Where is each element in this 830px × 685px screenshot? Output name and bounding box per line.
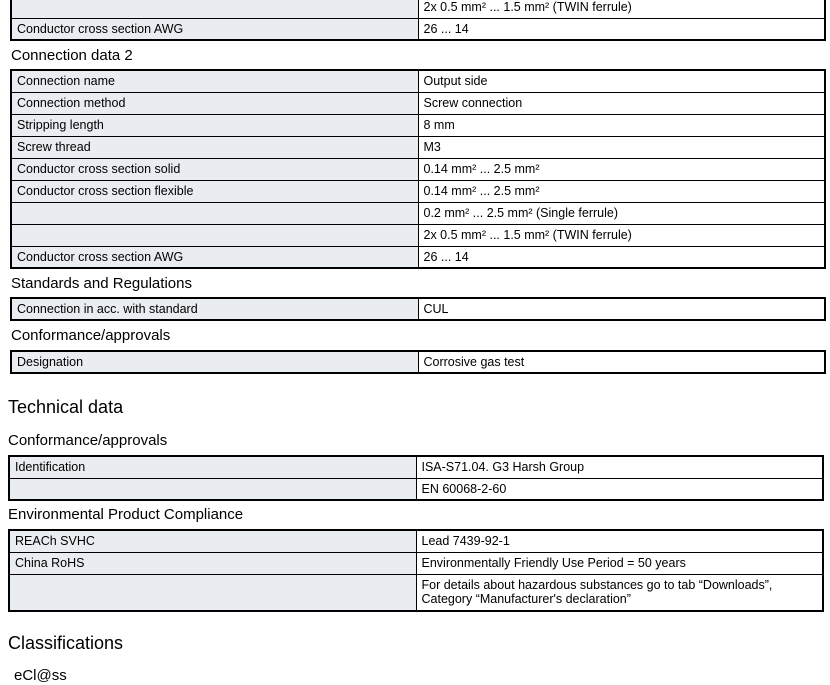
table-row — [11, 202, 825, 224]
spec-value: Corrosive gas test — [418, 351, 825, 373]
spec-value: 8 mm — [418, 114, 825, 136]
table-row — [9, 478, 823, 500]
connection-data-2-table — [10, 69, 826, 269]
table-row — [11, 298, 825, 320]
subsection-title-eclass: eCl@ss — [14, 667, 67, 684]
spec-value: Lead 7439-92-1 — [416, 530, 823, 552]
spec-value: 0.2 mm² ... 2.5 mm² (Single ferrule) — [418, 202, 825, 224]
spec-label — [9, 478, 416, 500]
section-title-connection-data-2: Connection data 2 — [11, 47, 133, 64]
conformance-2-table — [8, 455, 824, 501]
spec-label — [11, 224, 418, 246]
spec-label — [9, 574, 416, 611]
spec-value: 26 ... 14 — [418, 246, 825, 268]
spec-value: Environmentally Friendly Use Period = 50 years — [416, 552, 823, 574]
spec-label — [11, 0, 418, 18]
spec-value: CUL — [418, 298, 825, 320]
section-title-environmental: Environmental Product Compliance — [8, 506, 244, 523]
spec-value: EN 60068-2-60 — [416, 478, 823, 500]
section-title-technical-data: Technical data — [8, 397, 124, 417]
table-row — [11, 158, 825, 180]
table-row — [11, 18, 825, 40]
spec-label: Connection name — [11, 70, 418, 92]
spec-value: ISA-S71.04. G3 Harsh Group — [416, 456, 823, 478]
spec-label: Connection in acc. with standard — [11, 298, 418, 320]
table-row — [9, 456, 823, 478]
standards-table — [10, 297, 826, 321]
spec-value: 2x 0.5 mm² ... 1.5 mm² (TWIN ferrule) — [418, 224, 825, 246]
section-title-standards: Standards and Regulations — [11, 275, 192, 292]
table-row — [11, 92, 825, 114]
section-title-conformance: Conformance/approvals — [11, 327, 171, 344]
table-row — [9, 552, 823, 574]
top-spec-table — [10, 0, 826, 41]
spec-value: For details about hazardous substances go to tab “Downloads”, Category “Manufacturer's declaration” — [416, 574, 823, 611]
spec-label: Screw thread — [11, 136, 418, 158]
spec-label: Connection method — [11, 92, 418, 114]
spec-value: M3 — [418, 136, 825, 158]
table-row — [9, 530, 823, 552]
spec-label: Designation — [11, 351, 418, 373]
spec-label: Conductor cross section AWG — [11, 18, 418, 40]
table-row — [11, 114, 825, 136]
spec-value: 26 ... 14 — [418, 18, 825, 40]
spec-label: China RoHS — [9, 552, 416, 574]
spec-label — [11, 202, 418, 224]
table-row — [11, 136, 825, 158]
spec-label: Stripping length — [11, 114, 418, 136]
table-row — [11, 224, 825, 246]
spec-label: Identification — [9, 456, 416, 478]
section-title-conformance-2: Conformance/approvals — [8, 432, 168, 449]
spec-value: Output side — [418, 70, 825, 92]
table-row — [11, 0, 825, 18]
table-row — [11, 180, 825, 202]
spec-label: Conductor cross section solid — [11, 158, 418, 180]
spec-value: Screw connection — [418, 92, 825, 114]
spec-value: 0.14 mm² ... 2.5 mm² — [418, 158, 825, 180]
table-row — [11, 351, 825, 373]
table-row — [9, 574, 823, 611]
environmental-table — [8, 529, 824, 612]
spec-value: 0.14 mm² ... 2.5 mm² — [418, 180, 825, 202]
table-row — [11, 70, 825, 92]
section-title-classifications: Classifications — [8, 633, 124, 653]
spec-value: 2x 0.5 mm² ... 1.5 mm² (TWIN ferrule) — [418, 0, 825, 18]
spec-label: REACh SVHC — [9, 530, 416, 552]
conformance-table — [10, 350, 826, 374]
table-row — [11, 246, 825, 268]
spec-label: Conductor cross section AWG — [11, 246, 418, 268]
spec-label: Conductor cross section flexible — [11, 180, 418, 202]
